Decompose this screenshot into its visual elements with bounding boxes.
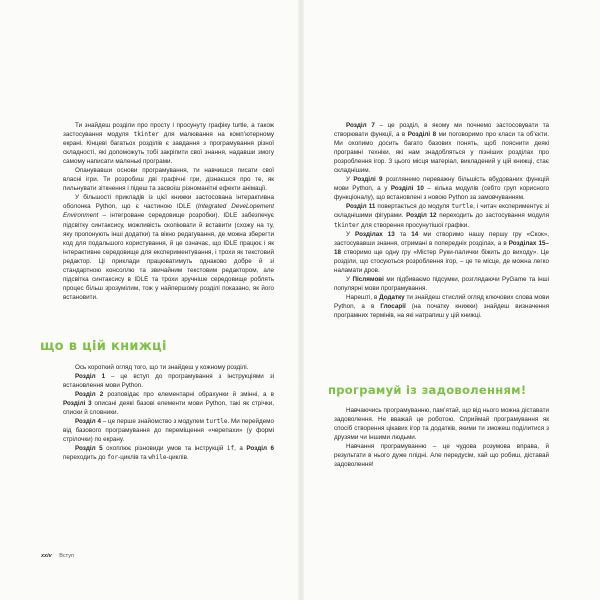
right-text-block	[334, 121, 549, 320]
paragraph: У Розділі 9 розглянемо переважну більшість вбудованих функцій мови Python, а у Розділі 10 – кілька модулів (себто груп корисного функціоналу), що встановлені з новою Python за замовчуванням.	[334, 176, 550, 202]
paragraph: Розділ 5 охоплює різновиди умов та інструкцій if, а Розділ 6 переходить до for-циклів та while-циклів.	[63, 445, 275, 462]
paragraph: У Розділах 13 та 14 ми створимо нашу першу гру «Скок», застосувавши знання, отримані в попередніх розділах, а в Розділах 15–18 створимо ще одну гру «Містер Руки-палички біжить до виходу». Це розділи, що стосуються розроблення ігор, – це те місце, де можна легко наламати дров.	[334, 230, 549, 274]
paragraph: Ось короткий огляд того, що ти знайдеш у кожному розділі.	[75, 364, 249, 371]
paragraph: Ти знайдеш розділи про просту і просунуту графіку turtle, а також застосування модуля tkinter для малювання на комп’ютерному екрані. Кінцеві багатьох розділів є завдання з програмування різної складності, які допоможуть тобі закріпити свої знання, надавши змогу самому написати маленькі програми.	[63, 122, 274, 166]
section-heading: що в цій книжці	[40, 339, 167, 354]
paragraph: Розділ 2 розповідає про елементарні обрахунки й змінні, а в Розділі 3 описані деякі базові елементи мови Python, такі як стрічки, списки й словники.	[63, 391, 274, 417]
paragraph: У Післямові ми підбиваємо підсумки, розглядаючи PyGame та інші популярні мови програмування.	[334, 275, 550, 292]
right-text-block-2	[334, 406, 549, 469]
paragraph: У більшості прикладів із цієї книжки застосована інтерактивна оболонка Python, що є частиною IDLE (Integrated DeveLopement Environment – інтегроване середовище розробки). IDLE забезпечує підсвітку синтаксису, можливість скопіювати й вставити (схожу на ту, яку пропонують інші додатки) та вікно редагування, де можна зберегти код для подальшого користування, й це означає, що IDLE працює і як інтерактивне середовище для експериментування, і трохи як текстовий редактор. Ці приклади працюватимуть однаково добре й зі стандартною консоллю та звичайним текстовим редактором, але підсвітка синтаксису в IDLE та трохи зручніше середовище роблять процес більш зрозумілим, тож у найпершому розділі показано, як його встановити.	[63, 194, 274, 301]
running-section: Вступ	[59, 553, 74, 559]
paragraph: Розділ 7 – це розділ, в якому ми почнемо застосовувати та створювати функції, а в Розділі 8 ми поговоримо про класи та об’єкти. Ми охопимо досить багато базових понять, щоб пояснити деякі програмні техніки, які нам знадобляться у пізніших розділах про розроблення ігор. З цього місця матеріал, викладений у цій книжці, стає складнішим.	[334, 122, 550, 175]
paragraph: Розділ 4 – це перше знайомство з модулем turtle. Ми перейдемо від базового програмування до переміщення «черепахи» (у формі стрілочки) по екрану.	[63, 418, 275, 444]
left-text-block	[63, 121, 274, 302]
left-text-block-2	[63, 363, 274, 463]
paragraph: Навчання програмуванню – це чудова розумова вправа, й результати в нього дуже плідні. Але передусім, хай що робиш, діставай задоволення!	[334, 443, 549, 469]
paragraph: Опанувавши основи програмування, ти навчишся писати свої власні ігри. Ти розробиш дві графічні гри, дізнаєшся про те, як пильнувати зіткнення і підеш та засвоїш різноманітні ефекти анімації.	[63, 167, 274, 193]
paragraph: Нарешті, в Додатку ти знайдеш стислий огляд ключових слова мови Python, а в Глосарії (на початку книжки) знайдеш визначення програмних термінів, на які натрапиш у цій книжці.	[334, 293, 549, 319]
page-footer	[41, 553, 74, 559]
paragraph: Навчаючись програмуванню, пам’ятай, що від нього можна діставати задоволення. Не вважай це роботою. Сприймай програмування як спосіб створення цікавих ігор та додатків, якими ти зможеш поділитися з друзями чи іншими людьми.	[334, 407, 549, 442]
paragraph: Розділ 11 повертається до модуля turtle, і читач експериментує зі складнішими фігурами. Розділ 12 переходить до застосування модуля tkinter для створення просунутішої графіки.	[334, 203, 549, 229]
section-heading: програмуй із задоволенням!	[328, 383, 527, 397]
page-gutter	[298, 0, 304, 600]
page-number: xxiv	[41, 553, 52, 559]
paragraph: Розділ 1 – це вступ до програмування з інструкціями зі встановлення мови Python.	[63, 373, 275, 390]
